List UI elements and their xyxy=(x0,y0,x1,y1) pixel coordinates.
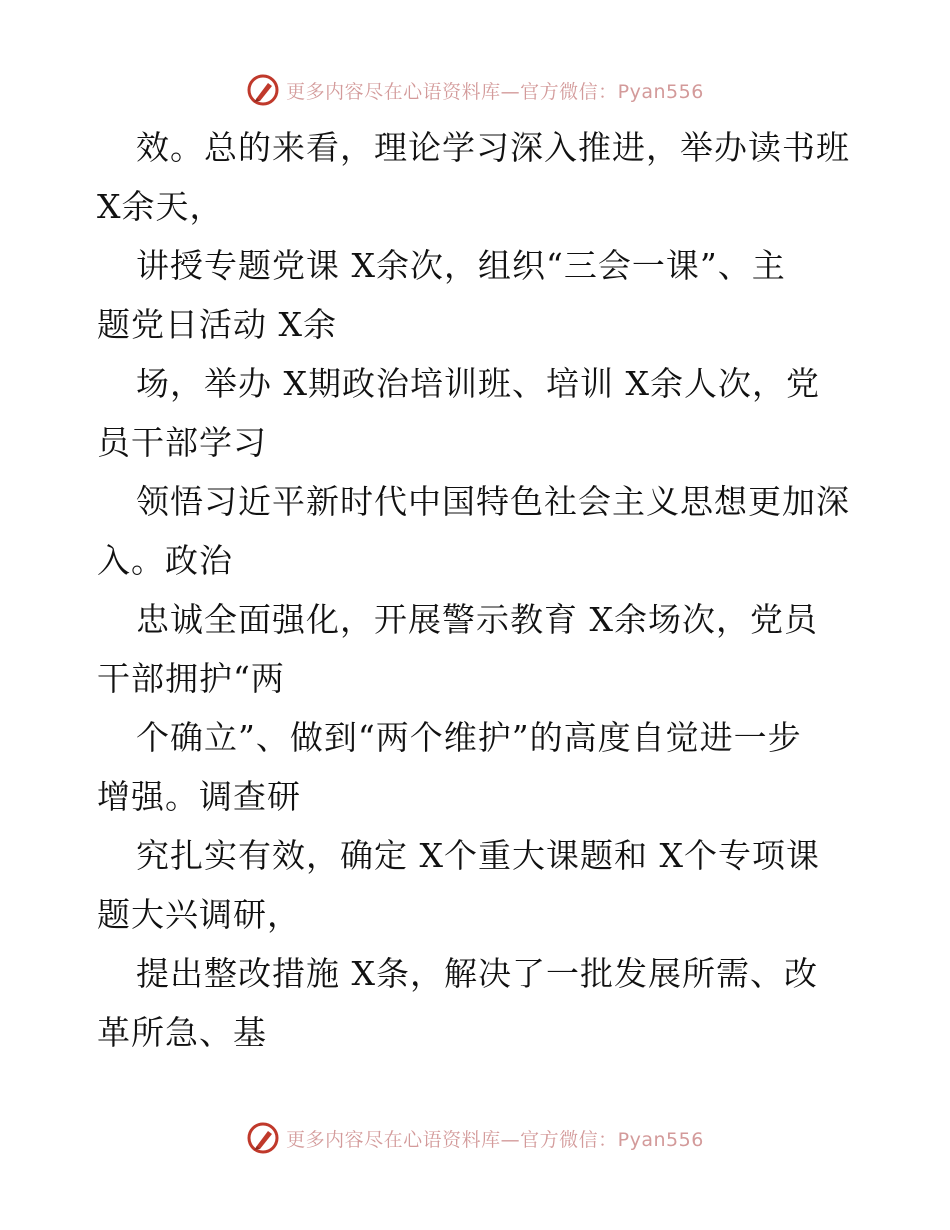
text-line: 场，举办 X期政治培训班、培训 X余人次，党 xyxy=(136,364,820,403)
text-line: 究扎实有效，确定 X个重大课题和 X个专项课 xyxy=(136,836,820,875)
text-line: 个确立”、做到“两个维护”的高度自觉进一步 xyxy=(136,718,802,757)
footer-watermark xyxy=(0,1118,950,1158)
text-line: 增强。调查研 xyxy=(97,777,301,816)
text-line: 革所急、基 xyxy=(97,1013,267,1052)
pen-circle-logo-icon xyxy=(246,73,280,107)
text-line: X余天， xyxy=(97,187,224,226)
text-line: 讲授专题党课 X余次，组织“三会一课”、主 xyxy=(136,246,786,285)
text-line: 干部拥护“两 xyxy=(97,659,285,698)
text-line: 领悟习近平新时代中国特色社会主义思想更加深 xyxy=(136,482,850,521)
header-watermark xyxy=(0,70,950,110)
text-line: 效。总的来看，理论学习深入推进，举办读书班 xyxy=(136,128,850,167)
pen-circle-logo-icon xyxy=(246,1121,280,1155)
watermark-text: 更多内容尽在心语资料库—官方微信：Pyan556 xyxy=(286,1128,704,1151)
text-line: 题大兴调研， xyxy=(97,895,301,934)
text-line: 员干部学习 xyxy=(97,423,267,462)
text-line: 忠诚全面强化，开展警示教育 X余场次，党员 xyxy=(136,600,818,639)
document-body xyxy=(97,118,857,1062)
watermark-text: 更多内容尽在心语资料库—官方微信：Pyan556 xyxy=(286,80,704,103)
text-line: 提出整改措施 X条，解决了一批发展所需、改 xyxy=(136,954,818,993)
text-line: 题党日活动 X余 xyxy=(97,305,337,344)
text-line: 入。政治 xyxy=(97,541,233,580)
